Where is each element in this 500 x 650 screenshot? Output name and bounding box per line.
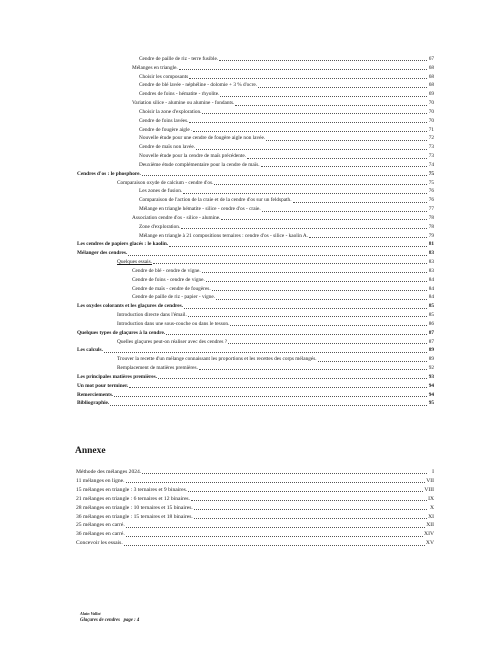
toc-entry-page: 83 [428, 267, 434, 274]
dot-leader [179, 69, 427, 70]
toc-entry-page: 69 [428, 91, 434, 98]
toc-entry-label: Les zones de fusion. [139, 188, 183, 195]
toc-entry-label: Cendre de paille de riz - terre fusible. [139, 56, 219, 62]
toc-entry-page: 70 [428, 117, 434, 124]
toc-entry-page: 73 [428, 144, 434, 151]
toc-entry [117, 319, 434, 328]
dot-leader [104, 352, 427, 353]
dot-leader [193, 131, 427, 132]
toc-entry-label: Mélanges en triangle. [132, 64, 178, 71]
toc-entry-page: 78 [428, 223, 434, 230]
annex-entry [76, 476, 434, 485]
dot-leader [194, 518, 427, 519]
annex-entry [76, 467, 434, 476]
toc-entry [77, 381, 434, 390]
dot-leader [191, 500, 427, 501]
toc-entry-label: Bibliographie. [77, 400, 110, 407]
annex-entry-page: X [429, 504, 434, 511]
toc-entry-page: 75 [428, 170, 434, 177]
annex-entry-page: I [432, 469, 434, 475]
toc-entry-label: Remplacement de matières premières. [117, 365, 198, 372]
toc-entry-page: 87 [428, 338, 434, 345]
toc-entry-label: Cendre de maïs non lavée. [139, 144, 196, 151]
toc-entry-page: 83 [428, 259, 434, 266]
dot-leader [126, 482, 426, 483]
toc-entry [139, 195, 434, 204]
dot-leader [196, 149, 427, 150]
toc-entry-label: Quelques types de glaçures à la cendre. [77, 329, 166, 336]
toc-entry-page: 92 [428, 365, 434, 372]
toc-entry-page: 76 [428, 197, 434, 204]
toc-entry [139, 222, 434, 231]
toc-entry [77, 398, 434, 407]
toc-entry-label: Cendres d'os : le phosphore. [77, 170, 141, 177]
toc-entry-label: Cendre de fougère aigle . [139, 126, 193, 133]
toc-entry-page: 76 [428, 188, 434, 195]
annex-entry-page: XV [425, 540, 434, 547]
footer-page-label: page : 4 [123, 618, 140, 623]
toc-entry [139, 125, 434, 134]
toc-entry-label: Zone d'exploration. [139, 223, 181, 230]
toc-entry-page: 72 [428, 135, 434, 142]
dot-leader [194, 509, 427, 510]
toc-entry-page: 71 [428, 126, 434, 133]
footer-book-title: Glaçures de cendres [80, 618, 120, 623]
toc-entry [77, 248, 434, 257]
toc-entry-page: 87 [428, 329, 434, 336]
toc-entry-page: 89 [428, 347, 434, 354]
toc-entry-label: Cendre de blé - cendre de vigne. [132, 267, 201, 274]
dot-leader [199, 369, 427, 370]
toc-entry [139, 231, 434, 240]
toc-entry-label: Les cendres de papiers glacés : le kaolin. [77, 241, 169, 248]
toc-entry [139, 89, 434, 98]
annex-entry-label: 21 mélanges en triangle : 6 ternaires et 12 binaires. [76, 495, 191, 502]
toc-entry-label: Deuxième étude complémentaire pour la cendre de maïs. [139, 161, 260, 168]
dot-leader [266, 140, 427, 141]
toc-entry-label: Cendre de foins - cendre de vigne. [132, 276, 205, 283]
toc-entry-page: 70 [428, 100, 434, 107]
toc-entry [139, 80, 434, 89]
toc-entry-page: 84 [428, 294, 434, 301]
toc-entry-page: 74 [428, 161, 434, 168]
toc-entry [117, 310, 434, 319]
dot-leader [202, 113, 427, 114]
footer-author: Alain Vallot [80, 611, 101, 616]
toc-entry [132, 284, 434, 293]
dot-leader [124, 545, 425, 546]
toc-entry-label: Nouvelle étude pour une cendre de fougère aigle non lavée. [139, 135, 266, 142]
toc-entry [132, 292, 434, 301]
annex-heading: Annexe [75, 446, 106, 456]
toc-entry-page: 86 [428, 320, 434, 327]
toc-entry [132, 213, 434, 222]
toc-entry-page: 68 [428, 82, 434, 89]
toc-entry-page: 68 [428, 64, 434, 71]
toc-entry [139, 107, 434, 116]
dot-leader [126, 527, 425, 528]
toc-entry-label: Cendre de paille de riz - papier - vigne. [132, 294, 216, 301]
toc-entry [77, 372, 434, 381]
toc-entry-page: 94 [428, 382, 434, 389]
dot-leader [188, 316, 427, 317]
toc-entry [139, 116, 434, 125]
toc-entry-label: Cendres de foins - hématite - rhyolite. [139, 91, 220, 98]
toc-entry [117, 257, 434, 266]
toc-entry-label: Comparaison de l'action de la craie et de la cendre d'os sur un feldspath. [139, 197, 292, 204]
dot-leader [153, 263, 427, 264]
toc-entry [77, 301, 434, 310]
dot-leader [212, 290, 427, 291]
toc-entry-page: 75 [428, 179, 434, 186]
toc-entry [77, 239, 434, 248]
toc-entry [139, 142, 434, 151]
toc-entry [117, 337, 434, 346]
toc-entry-label: Les oxydes colorants et les glaçures de cendres. [77, 303, 184, 310]
dot-leader [126, 536, 423, 537]
toc-entry-page: 85 [428, 312, 434, 319]
toc-entry [132, 98, 434, 107]
dot-leader [129, 387, 427, 388]
toc-entry [132, 275, 434, 284]
dot-leader [228, 343, 427, 344]
annex-entry [76, 503, 434, 512]
toc-entry-label: Variation silice - alumine ou alumine - fondants. [132, 100, 235, 107]
annex-entry [76, 494, 434, 503]
toc-entry-label: Cendre de blé lavée - néphéline - dolomie + 3 % d'ocre. [139, 82, 258, 89]
dot-leader [158, 378, 427, 379]
dot-leader [230, 325, 427, 326]
toc-entry-page: 84 [428, 285, 434, 292]
annex-entry-label: 15 mélanges en triangle : 3 ternaires et 9 binaires. [76, 486, 188, 493]
toc-entry-page: 68 [428, 73, 434, 80]
annex-entry-label: 28 mélanges en triangle : 10 ternaires et 15 binaires. [76, 504, 193, 511]
toc-entry [139, 160, 434, 169]
dot-leader [219, 60, 427, 61]
dot-leader [206, 281, 427, 282]
toc-entry [132, 63, 434, 72]
toc-entry-label: Cendre de maïs - cendre de fougères. [132, 285, 211, 292]
dot-leader [166, 334, 427, 335]
toc-entry [132, 266, 434, 275]
toc-entry-label: Association cendre d'os - silice - alumine. [132, 214, 221, 221]
dot-leader [220, 96, 427, 97]
toc-entry [139, 186, 434, 195]
toc-entry-label: Nouvelle étude pour la cendre de maïs précédente. [139, 153, 247, 160]
dot-leader [293, 202, 427, 203]
toc-entry-label: Trouver la recette d'un mélange connaissant les proportions et les recettes des corps mélangés. [117, 356, 317, 363]
toc-entry-label: Cendre de foins lavées. [139, 117, 189, 124]
toc-entry-page: 70 [428, 108, 434, 115]
dot-leader [189, 122, 427, 123]
toc-entry [117, 178, 434, 187]
dot-leader [258, 87, 427, 88]
toc-entry [77, 169, 434, 178]
dot-leader [142, 473, 427, 474]
annex-entry-page: VIII [424, 486, 434, 493]
toc-entry [139, 54, 434, 63]
toc-entry [139, 72, 434, 81]
toc-entry-page: 95 [428, 400, 434, 407]
toc-entry [77, 390, 434, 399]
toc-entry-label: Comparaison oxyde de calcium - cendre d'os. [117, 179, 214, 186]
toc-entry [117, 363, 434, 372]
toc-entry [77, 345, 434, 354]
toc-entry-label: Les principales matières premières. [77, 373, 158, 380]
toc-entry-page: 73 [428, 153, 434, 160]
toc-entry-label: Un mot pour terminer. [77, 382, 129, 389]
toc-entry-page: 85 [428, 303, 434, 310]
dot-leader [183, 193, 427, 194]
annex-entry-page: XIV [424, 531, 434, 538]
dot-leader [128, 255, 427, 256]
toc-entry-label: Remerciements. [77, 391, 114, 398]
dot-leader [309, 237, 427, 238]
toc-entry-label: Choisir la zone d'exploration. [139, 108, 202, 115]
annex-entry-page: XI [428, 513, 434, 520]
toc-entry-page: 93 [428, 373, 434, 380]
dot-leader [247, 158, 427, 159]
dot-leader [261, 166, 427, 167]
toc-entry-page: 84 [428, 276, 434, 283]
annex-entry [76, 529, 434, 538]
dot-leader [184, 308, 427, 309]
annex-entry [76, 512, 434, 521]
toc-entry [139, 204, 434, 213]
annex-entry [76, 485, 434, 494]
annex-entry-label: 36 mélanges en triangle : 15 ternaires et 18 binaires. [76, 513, 193, 520]
toc-entry-page: 81 [428, 241, 434, 248]
dot-leader [202, 272, 427, 273]
toc-entry-label: Mélange en triangle à 21 compositions ternaires : cendre d'os - silice - kaolin A. [139, 232, 309, 239]
dot-leader [188, 491, 423, 492]
toc-entry-label: Introduction directe dans l'émail. [117, 312, 187, 319]
dot-leader [189, 78, 427, 79]
toc-entry-label: Quelles glaçures peut-on réaliser avec des cendres ? [117, 338, 228, 345]
dot-leader [114, 396, 427, 397]
toc-entry-page: 67 [428, 56, 434, 62]
dot-leader [214, 184, 427, 185]
dot-leader [169, 246, 427, 247]
dot-leader [318, 361, 427, 362]
toc-entry [77, 328, 434, 337]
annex-entry-page: VII [426, 477, 434, 484]
annex-entry-label: Concevoir les essais. [76, 540, 123, 547]
toc-entry-label: Choisir les composants [139, 73, 189, 80]
toc-entry-label: Introduction dans une sous-couche ou dans le tesson. [117, 320, 230, 327]
annex-entry-label: 36 mélanges en carré. [76, 531, 125, 538]
annex-entry-page: IX [428, 495, 434, 502]
toc-entry-label: Mélange en triangle hématite - silice - cendre d'os - craie. [139, 206, 261, 213]
annex-entry-page: XII [426, 522, 434, 529]
toc-entry [139, 151, 434, 160]
dot-leader [110, 405, 427, 406]
dot-leader [235, 105, 427, 106]
annex-entry-label: 11 mélanges en ligne. [76, 477, 125, 484]
annex-entry-label: Méthode des mélanges 2024. [76, 469, 142, 475]
toc-entry-page: 77 [428, 206, 434, 213]
toc-entry-label: Les calculs. [77, 347, 103, 354]
annex-entry-label: 25 mélanges en carré. [76, 522, 125, 529]
toc-entry-page: 94 [428, 391, 434, 398]
toc-entry-page: 89 [428, 356, 434, 363]
dot-leader [262, 211, 427, 212]
toc-entry-label: Mélanger des cendres. [77, 250, 128, 257]
dot-leader [181, 228, 427, 229]
dot-leader [216, 299, 427, 300]
toc-entry-page: 78 [428, 214, 434, 221]
annex-entry [76, 520, 434, 529]
toc-entry [139, 133, 434, 142]
annex-entry [76, 538, 434, 547]
toc-entry [117, 354, 434, 363]
dot-leader [221, 219, 427, 220]
footer-title [80, 618, 139, 623]
toc-entry-page: 79 [428, 232, 434, 239]
dot-leader [142, 175, 427, 176]
toc-entry-label: Quelques essais. [117, 259, 153, 266]
toc-entry-page: 83 [428, 250, 434, 257]
